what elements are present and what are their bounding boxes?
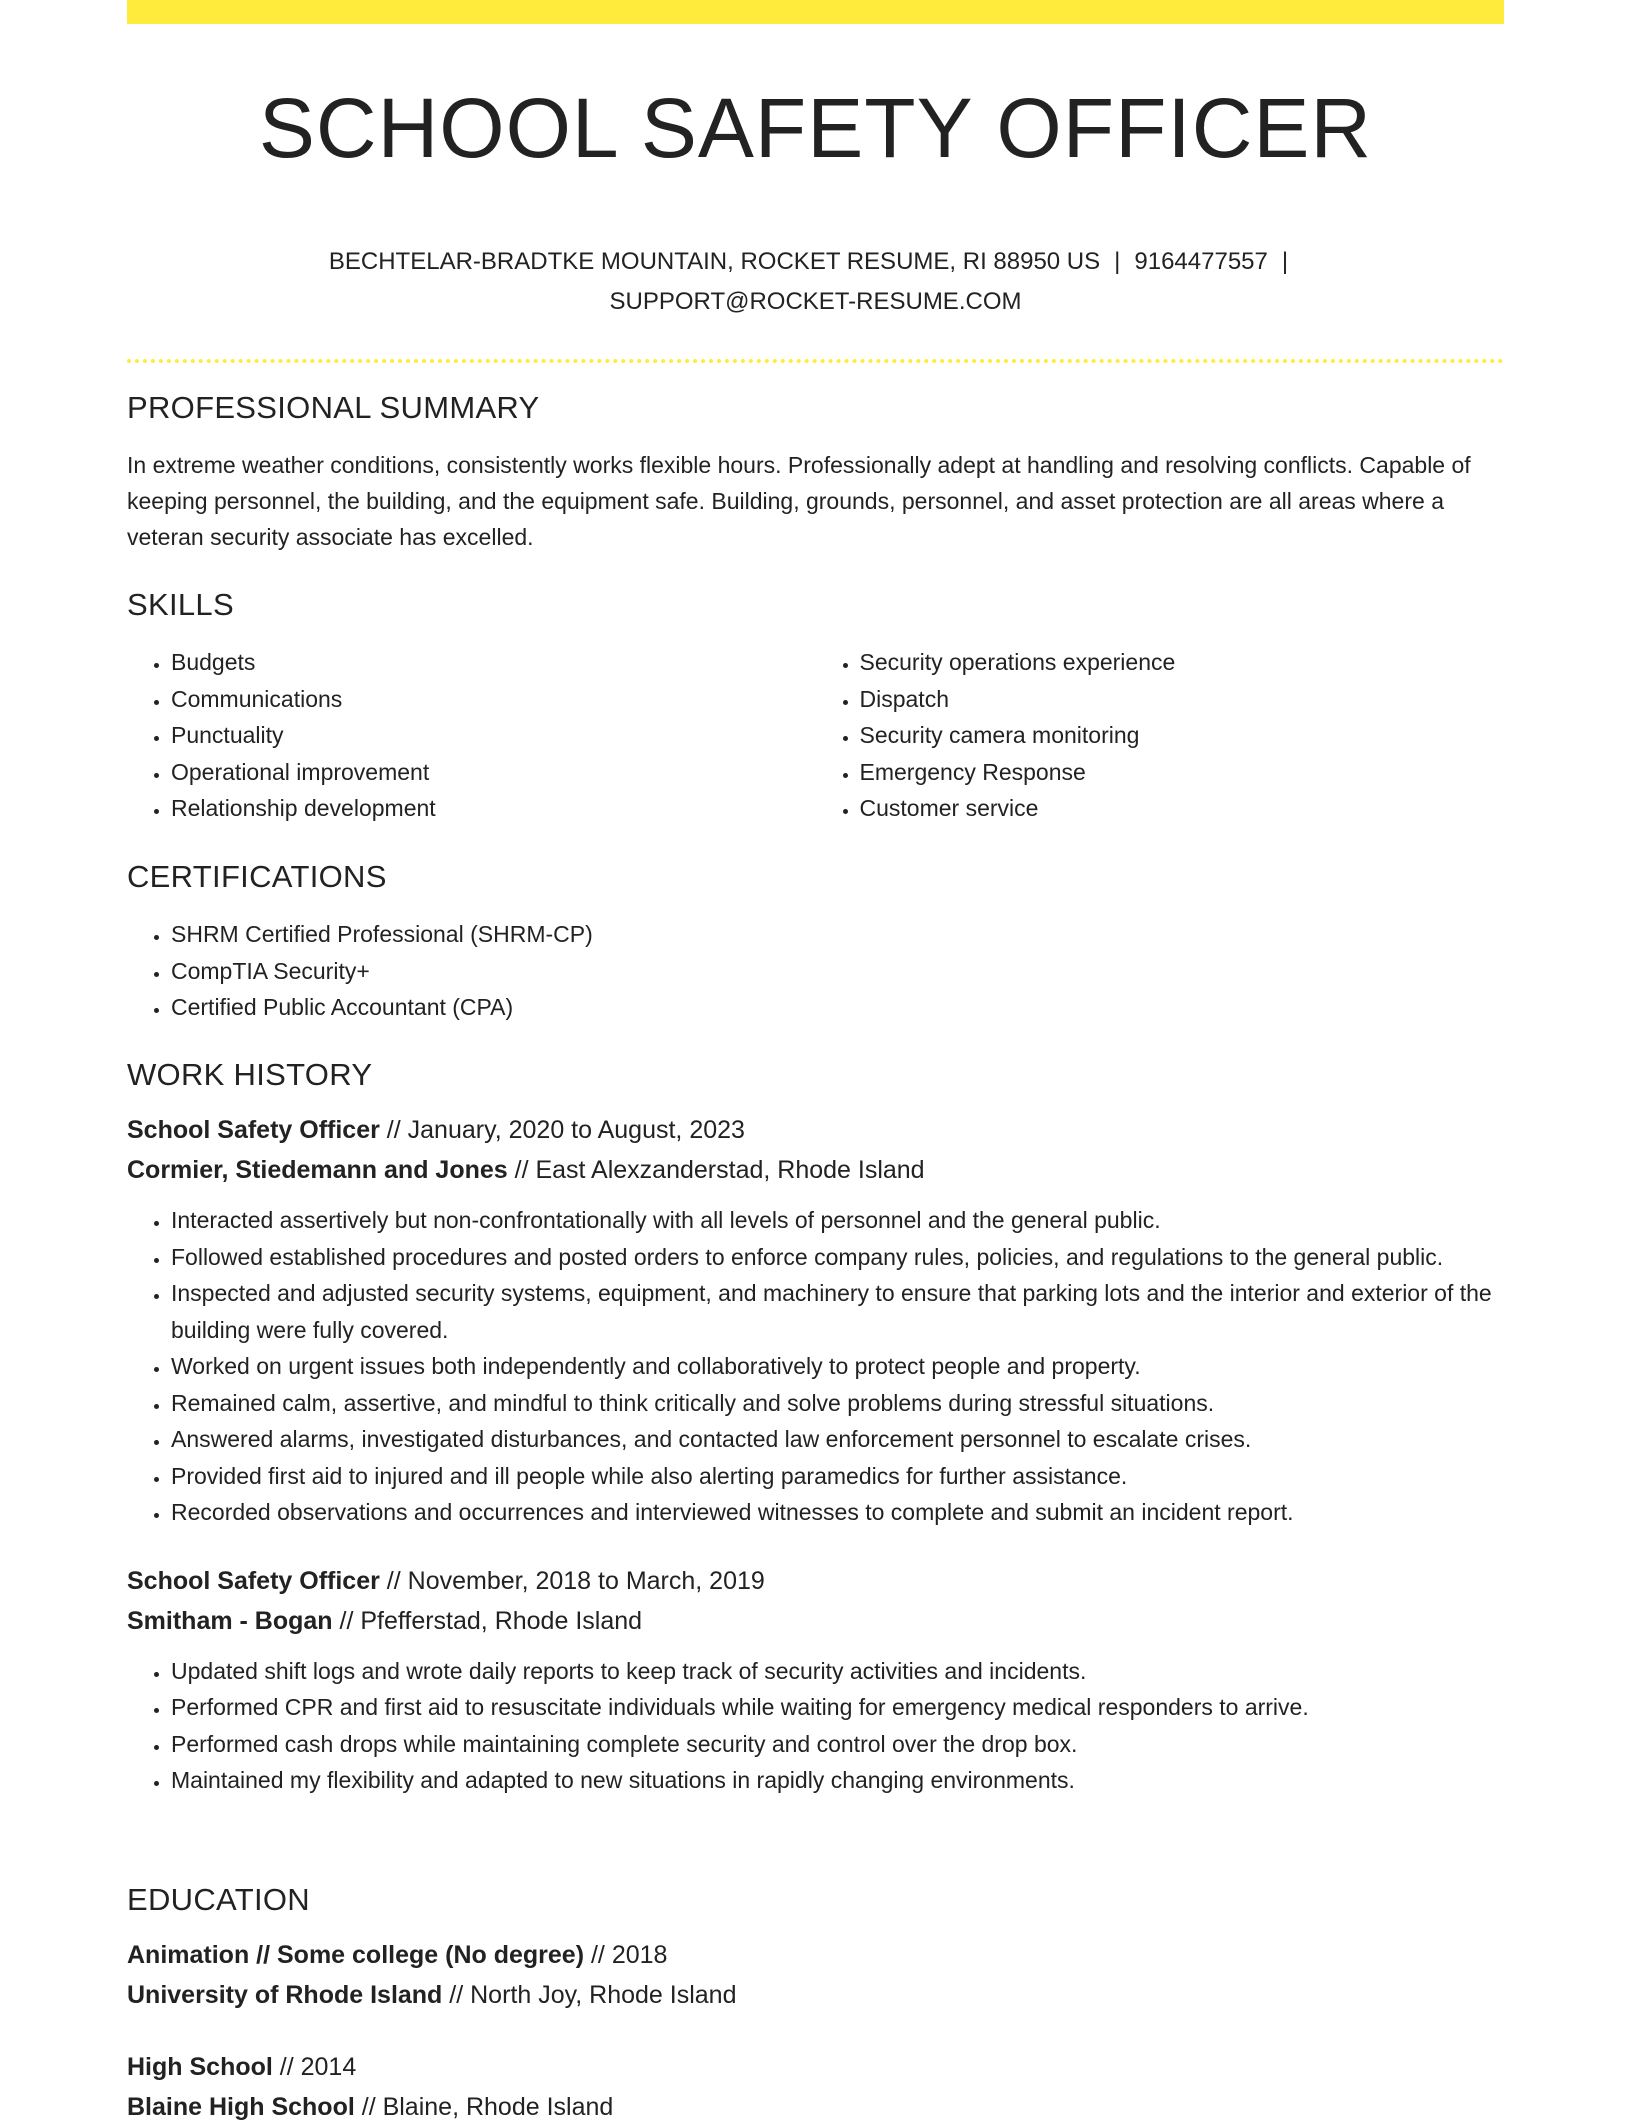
phone: 9164477557 — [1134, 248, 1268, 275]
job-company-line — [127, 1150, 1504, 1190]
job-bullet: • Worked on urgent issues both independently and collaboratively to protect people and property. — [171, 1348, 1504, 1385]
resume-page — [127, 0, 1504, 2121]
job-dates: // January, 2020 to August, 2023 — [379, 1116, 745, 1144]
skills-list-left — [127, 644, 816, 827]
separator: | — [1281, 248, 1289, 275]
job-company: Smitham - Bogan — [127, 1606, 333, 1635]
certification-item: • Certified Public Accountant (CPA) — [171, 989, 1504, 1026]
job-bullet: • Followed established procedures and posted orders to enforce company rules, policies, and regulations to the general public. — [171, 1239, 1504, 1276]
skill-item: • Dispatch — [860, 681, 1505, 718]
job-bullet: • Answered alarms, investigated disturbances, and contacted law enforcement personnel to escalate crises. — [171, 1421, 1504, 1458]
job-title: School Safety Officer — [127, 1116, 380, 1144]
education-entry — [127, 1935, 1504, 2015]
job-bullet: • Provided first aid to injured and ill people while also alerting paramedics for further assistance. — [171, 1458, 1504, 1495]
job-bullet: • Performed cash drops while maintaining complete security and control over the drop box. — [171, 1726, 1504, 1763]
skill-item: • Relationship development — [171, 790, 816, 827]
job-title-line — [127, 1110, 1504, 1150]
job-entry — [127, 1561, 1504, 1799]
job-entry — [127, 1110, 1504, 1531]
certification-item: • CompTIA Security+ — [171, 953, 1504, 990]
job-bullet: • Remained calm, assertive, and mindful to think critically and solve problems during stressful situations. — [171, 1385, 1504, 1422]
section-heading: SKILLS — [127, 587, 234, 622]
job-bullets — [127, 1202, 1504, 1531]
dotted-divider — [127, 359, 1504, 363]
skill-item: • Budgets — [171, 644, 816, 681]
degree-year: // 2014 — [272, 2053, 357, 2081]
job-bullet: • Maintained my flexibility and adapted to new situations in rapidly changing environments. — [171, 1762, 1504, 1799]
summary-section — [127, 392, 1504, 555]
contact-info — [291, 242, 1341, 322]
education-entry — [127, 2047, 1504, 2127]
school-line — [127, 1975, 1504, 2015]
school-line — [127, 2087, 1504, 2127]
section-heading: EDUCATION — [127, 1882, 310, 1917]
job-title: School Safety Officer — [127, 1566, 380, 1595]
section-heading: PROFESSIONAL SUMMARY — [127, 390, 540, 425]
degree: High School — [127, 2053, 273, 2081]
summary-text: In extreme weather conditions, consistently works flexible hours. Professionally adept at handling and resolving conflicts. Capable of keeping personnel, the building, and the equipment safe. Building, grounds, personnel, and asset protection are all areas where a veteran security associate has excelled. — [127, 452, 1471, 550]
school: Blaine High School — [127, 2093, 355, 2121]
degree: Animation // Some college (No degree) — [127, 1941, 585, 1969]
job-bullet: • Inspected and adjusted security systems, equipment, and machinery to ensure that parking lots and the interior and exterior of the building were fully covered. — [171, 1275, 1504, 1348]
job-bullets — [127, 1653, 1504, 1799]
skill-item: • Emergency Response — [860, 754, 1505, 791]
degree-line — [127, 2047, 1504, 2087]
degree-line — [127, 1935, 1504, 1975]
certification-item: • SHRM Certified Professional (SHRM-CP) — [171, 916, 1504, 953]
school: University of Rhode Island — [127, 1981, 443, 2009]
accent-bar — [127, 0, 1504, 24]
section-heading: CERTIFICATIONS — [127, 859, 387, 894]
separator: | — [1114, 248, 1121, 275]
job-location: // Pfefferstad, Rhode Island — [332, 1606, 643, 1635]
work-history-section — [127, 1059, 1504, 1799]
certifications-section — [127, 861, 1504, 1026]
skill-item: • Security operations experience — [860, 644, 1505, 681]
job-bullet: • Recorded observations and occurrences and interviewed witnesses to complete and submit an incident report. — [171, 1494, 1504, 1531]
section-heading: WORK HISTORY — [127, 1057, 373, 1092]
job-company-line — [127, 1601, 1504, 1641]
job-company: Cormier, Stiedemann and Jones — [127, 1156, 508, 1184]
skills-list-right — [816, 644, 1505, 827]
skills-columns — [127, 644, 1504, 827]
education-section — [127, 1884, 1504, 2127]
certifications-list — [127, 916, 1504, 1026]
skill-item: • Punctuality — [171, 717, 816, 754]
job-bullet: • Interacted assertively but non-confrontationally with all levels of personnel and the general public. — [171, 1202, 1504, 1239]
email[interactable]: SUPPORT@ROCKET-RESUME.COM — [609, 288, 1022, 315]
skill-item: • Communications — [171, 681, 816, 718]
school-location: // North Joy, Rhode Island — [442, 1981, 737, 2009]
resume-title: SCHOOL SAFETY OFFICER — [258, 81, 1373, 175]
address: BECHTELAR-BRADTKE MOUNTAIN, ROCKET RESUME, RI 88950 US — [328, 248, 1101, 275]
skills-section — [127, 589, 1504, 827]
job-title-line — [127, 1561, 1504, 1601]
job-dates: // November, 2018 to March, 2019 — [379, 1566, 765, 1595]
skill-item: • Customer service — [860, 790, 1505, 827]
skill-item: • Operational improvement — [171, 754, 816, 791]
skill-item: • Security camera monitoring — [860, 717, 1505, 754]
job-bullet: • Updated shift logs and wrote daily reports to keep track of security activities and incidents. — [171, 1653, 1504, 1690]
job-bullet: • Performed CPR and first aid to resuscitate individuals while waiting for emergency medical responders to arrive. — [171, 1689, 1504, 1726]
school-location: // Blaine, Rhode Island — [354, 2093, 614, 2121]
degree-year: // 2018 — [584, 1941, 668, 1969]
job-location: // East Alexzanderstad, Rhode Island — [507, 1156, 925, 1184]
